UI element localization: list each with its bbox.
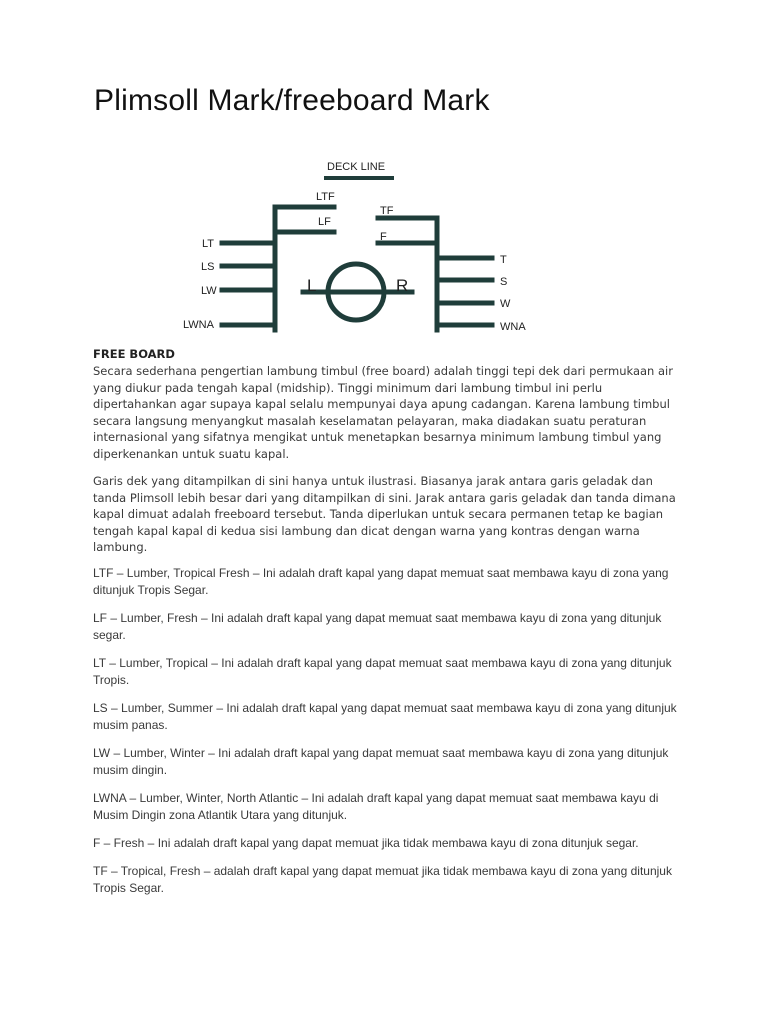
ls-label: LS <box>201 261 215 273</box>
definition-lt: LT – Lumber, Tropical – Ini adalah draft kapal yang dapat memuat saat membawa kayu di zona yang ditunjuk Tropis. <box>93 656 672 687</box>
w-label: W <box>500 298 511 310</box>
definition-lw: LW – Lumber, Winter – Ini adalah draft kapal yang dapat memuat saat membawa kayu di zona yang ditunjuk musim dingin. <box>93 746 669 777</box>
definition-ls: LS – Lumber, Summer – Ini adalah draft kapal yang dapat memuat saat membawa kayu di zona yang ditunjuk musim panas. <box>93 701 677 732</box>
lwna-label: LWNA <box>183 319 214 331</box>
intro-paragraph: Secara sederhana pengertian lambung timbul (free board) adalah tinggi tepi dek dari permukaan air yang diukur pada tengah kapal (midship). Tinggi minimum dari lambung timbul ini perlu dipertahankan agar supaya kapal selalu mempunyai daya apung cadangan. Karena lambung timbul secara langsung menyangkut masalah keselamatan pelayaran, maka diadakan suatu peraturan internasional yang sifatnya mengikat untuk menetapkan besarnya minimum lambung timbul yang diperkenankan untuk suatu kapal. <box>93 364 673 461</box>
definition-ltf: LTF – Lumber, Tropical Fresh – Ini adalah draft kapal yang dapat memuat saat membawa kayu di zona yang ditunjuk Tropis Segar. <box>93 566 669 597</box>
ltf-label: LTF <box>316 191 335 203</box>
lw-label: LW <box>201 285 217 297</box>
f-label: F <box>380 231 387 243</box>
note-paragraph: Garis dek yang ditampilkan di sini hanya untuk ilustrasi. Biasanya jarak antara garis geladak dan tanda Plimsoll lebih besar dari yang ditampilkan di sini. Jarak antara garis geladak dan tanda dimana kapal dimuat adalah freeboard tersebut. Tanda diperlukan untuk secara permanen tetap ke bagian tengah kapal kapal di kedua sisi lambung dan dicat dengan warna yang kontras dengan warna lambung. <box>93 474 676 555</box>
page-title: Plimsoll Mark/freeboard Mark <box>94 84 490 117</box>
definition-tf: TF – Tropical, Fresh – adalah draft kapal yang dapat memuat jika tidak membawa kayu di zona yang ditunjuk Tropis Segar. <box>93 864 672 895</box>
plimsoll-mark-shapes <box>222 178 492 330</box>
lf-label: LF <box>318 216 331 228</box>
deck-line-label: DECK LINE <box>327 161 386 173</box>
plimsoll-mark-diagram <box>0 0 768 345</box>
definitions-list <box>93 565 683 908</box>
lt-label: LT <box>202 238 215 250</box>
definition-f: F – Fresh – Ini adalah draft kapal yang dapat memuat jika tidak membawa kayu di zona ditunjuk segar. <box>93 836 639 850</box>
definition-lwna: LWNA – Lumber, Winter, North Atlantic – Ini adalah draft kapal yang dapat memuat saat membawa kayu di Musim Dingin zona Atlantik Utara yang ditunjuk. <box>93 791 659 822</box>
section-heading: FREE BOARD <box>93 347 175 361</box>
wna-label: WNA <box>500 321 526 333</box>
disc-right-letter: R <box>396 276 409 295</box>
disc-left-letter: L <box>307 276 317 295</box>
tf-label: TF <box>380 205 394 217</box>
t-label: T <box>500 254 507 266</box>
s-label: S <box>500 276 508 288</box>
definition-lf: LF – Lumber, Fresh – Ini adalah draft kapal yang dapat memuat saat membawa kayu di zona yang ditunjuk segar. <box>93 611 662 642</box>
